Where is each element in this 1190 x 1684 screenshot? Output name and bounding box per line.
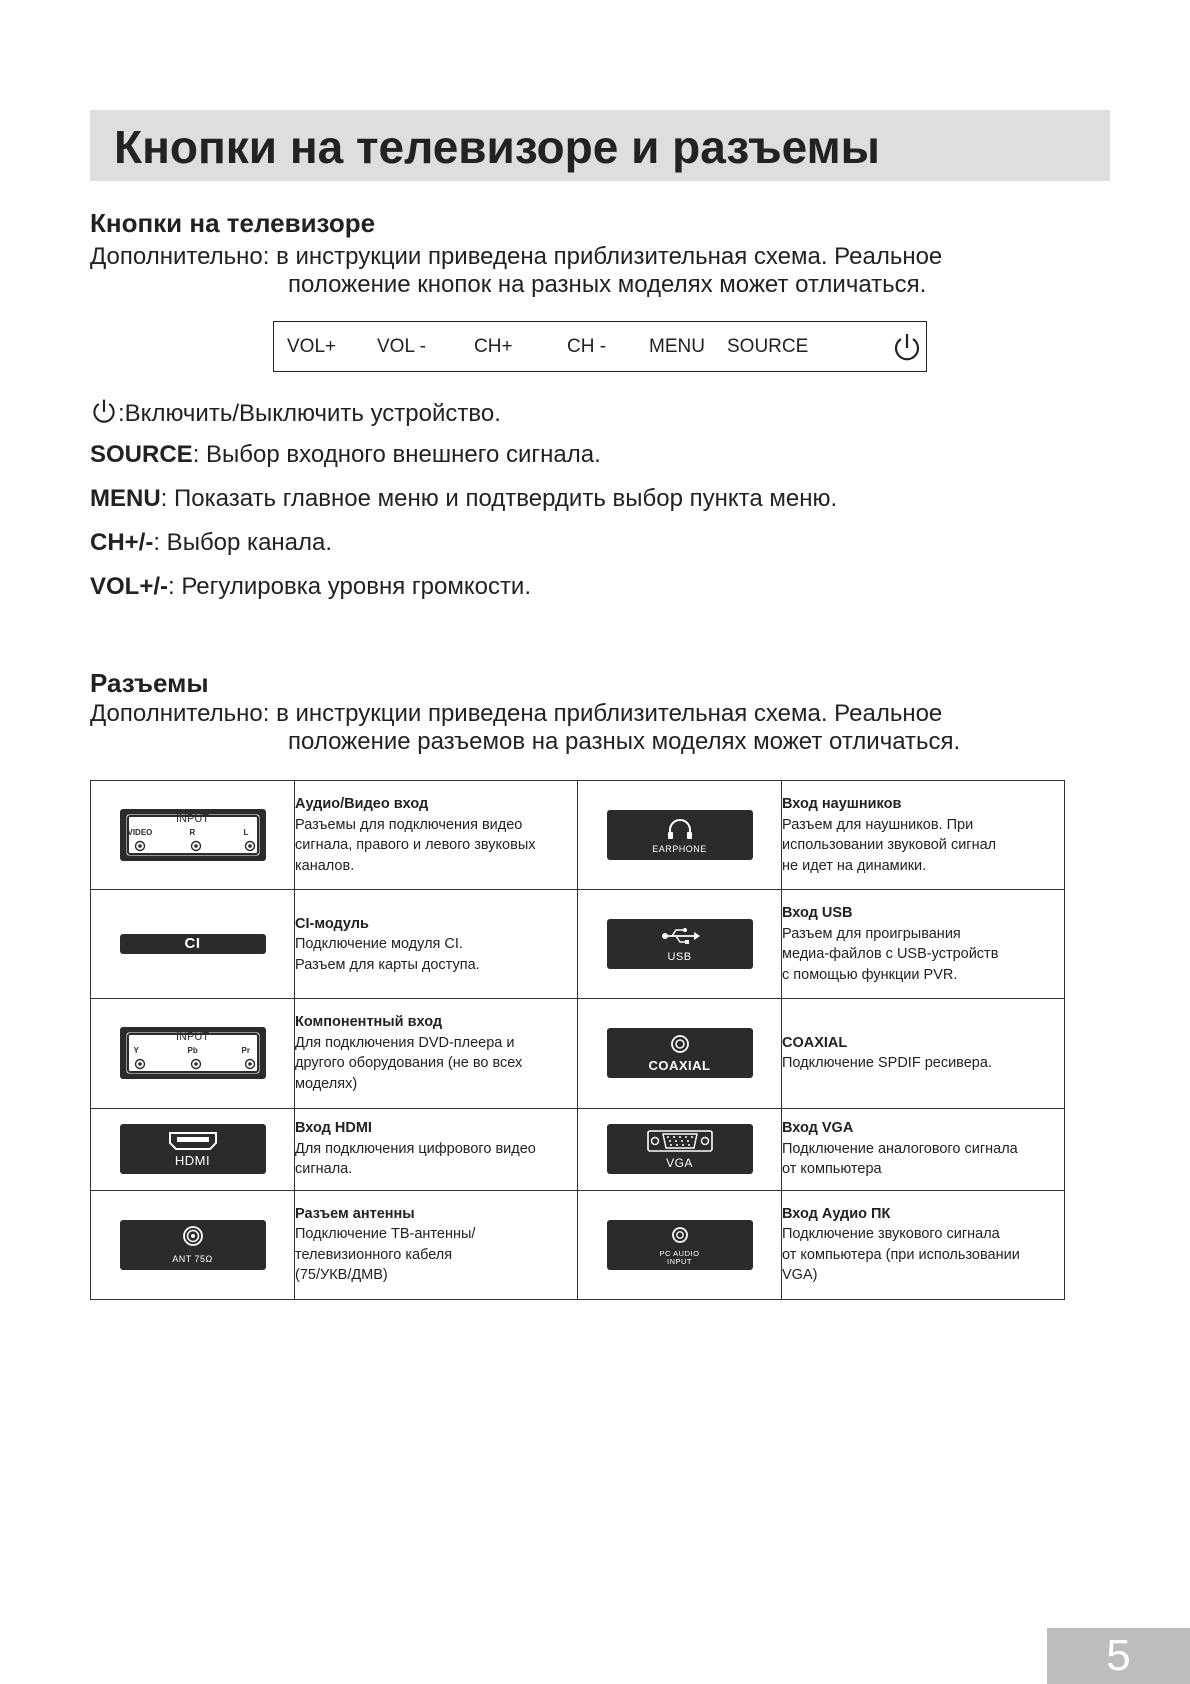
connector-title: Аудио/Видео вход	[295, 796, 429, 813]
connector-title: Вход USB	[782, 905, 853, 922]
jack-label-video: VIDEO	[127, 828, 153, 838]
connector-title: Вход VGA	[782, 1120, 854, 1137]
ci-label: CI	[184, 935, 201, 953]
connector-title: Разъем антенны	[295, 1205, 415, 1222]
panel-label-ch-minus: CH -	[567, 336, 607, 357]
connector-body: Для подключения цифрового видео сигнала.	[295, 1140, 536, 1178]
headphones-icon	[665, 817, 695, 841]
jack-label-l: L	[243, 828, 249, 838]
av-input-plate	[120, 809, 266, 861]
pc-audio-plate	[607, 1220, 753, 1270]
buttons-heading: Кнопки на телевизоре	[90, 208, 376, 238]
coaxial-label: COAXIAL	[648, 1058, 711, 1074]
connector-body: Подключение звукового сигнала от компьютера (при использовании VGA)	[782, 1226, 1020, 1284]
hdmi-label: HDMI	[174, 1153, 211, 1169]
table-row	[91, 1108, 1065, 1190]
connector-text-cell	[295, 781, 578, 890]
connector-body: Для подключения DVD-плеера и другого оборудования (не во всех моделях)	[295, 1034, 523, 1092]
pc-audio-jack-icon	[671, 1226, 689, 1244]
tv-button-panel	[273, 321, 927, 372]
jack-label-pb: Pb	[187, 1046, 198, 1056]
table-row	[91, 999, 1065, 1108]
connector-title: Вход HDMI	[295, 1120, 372, 1137]
connector-image-cell	[91, 1190, 295, 1299]
connectors-note	[90, 700, 1110, 756]
component-plate-title: INPUT	[176, 1031, 209, 1044]
connector-image-cell	[578, 890, 782, 999]
coaxial-jack-icon	[670, 1034, 690, 1054]
jack-label-r: R	[189, 828, 196, 838]
page-number: 5	[1047, 1628, 1190, 1684]
earphone-plate	[607, 810, 753, 860]
antenna-plate	[120, 1220, 266, 1270]
connector-text-cell	[782, 1108, 1065, 1190]
hdmi-port-icon	[168, 1131, 218, 1151]
vga-port-icon	[647, 1129, 713, 1153]
connectors-note-line2: положение разъемов на разных моделях может отличаться.	[288, 728, 961, 755]
av-plate-title: INPUT	[176, 813, 209, 826]
table-row	[91, 890, 1065, 999]
pc-audio-label: PC AUDIO INPUT	[659, 1248, 700, 1266]
connector-body: Подключение аналогового сигнала от компьютера	[782, 1140, 1018, 1178]
connector-text-cell	[295, 999, 578, 1108]
hdmi-plate	[120, 1124, 266, 1174]
connector-text-cell	[295, 1108, 578, 1190]
connector-text-cell	[295, 890, 578, 999]
earphone-label: EARPHONE	[652, 844, 707, 855]
usb-plate	[607, 919, 753, 969]
desc-vol: VOL+/-: Регулировка уровня громкости.	[90, 573, 532, 600]
connector-text-cell	[782, 999, 1065, 1108]
panel-label-source: SOURCE	[727, 336, 809, 357]
power-icon	[891, 331, 923, 363]
connector-body: Разъемы для подключения видео сигнала, правого и левого звуковых каналов.	[295, 816, 536, 874]
jack-label-y: Y	[133, 1046, 139, 1056]
usb-icon	[660, 927, 700, 945]
panel-label-vol-minus: VOL -	[377, 336, 426, 357]
jack-label-pr: Pr	[241, 1046, 250, 1056]
panel-label-ch-plus: CH+	[474, 336, 513, 357]
power-icon	[90, 397, 118, 425]
connector-body: Подключение ТВ-антенны/ телевизионного кабеля (75/УКВ/ДМВ)	[295, 1226, 476, 1284]
buttons-note-line1: Дополнительно: в инструкции приведена приблизительная схема. Реальное	[90, 243, 943, 270]
usb-label: USB	[667, 951, 692, 964]
connector-body: Разъем для наушников. При использовании звуковой сигнал не идет на динамики.	[782, 816, 997, 874]
connector-title: Вход наушников	[782, 796, 902, 813]
table-row	[91, 781, 1065, 890]
connector-image-cell	[578, 1190, 782, 1299]
buttons-note	[90, 243, 1110, 299]
connector-image-cell	[578, 1108, 782, 1190]
vga-plate	[607, 1124, 753, 1174]
desc-source: SOURCE: Выбор входного внешнего сигнала.	[90, 441, 601, 468]
connector-body: Подключение SPDIF ресивера.	[782, 1055, 992, 1072]
title-band	[90, 110, 1110, 181]
connector-image-cell	[578, 999, 782, 1108]
connector-image-cell	[578, 781, 782, 890]
component-input-plate	[120, 1027, 266, 1079]
antenna-jack-icon	[182, 1225, 204, 1247]
connectors-note-line1: Дополнительно: в инструкции приведена приблизительная схема. Реальное	[90, 700, 943, 727]
ci-plate	[120, 934, 266, 954]
connectors-table	[90, 780, 1065, 1300]
connector-title: COAXIAL	[782, 1034, 848, 1051]
coaxial-plate	[607, 1028, 753, 1078]
panel-label-menu: MENU	[649, 336, 705, 357]
antenna-label: ANT 75Ω	[172, 1253, 213, 1264]
connector-text-cell	[295, 1190, 578, 1299]
connector-title: Компонентный вход	[295, 1014, 443, 1031]
connector-title: Вход Аудио ПК	[782, 1205, 891, 1222]
connector-body: Подключение модуля CI. Разъем для карты доступа.	[295, 936, 480, 973]
panel-label-vol-plus: VOL+	[287, 336, 337, 357]
connector-image-cell	[91, 999, 295, 1108]
connector-image-cell	[91, 1108, 295, 1190]
desc-power: :Включить/Выключить устройство.	[90, 397, 501, 428]
page-title: Кнопки на телевизоре и разъемы	[114, 121, 880, 173]
connector-text-cell	[782, 1190, 1065, 1299]
desc-menu: MENU: Показать главное меню и подтвердить выбор пункта меню.	[90, 485, 838, 512]
connector-text-cell	[782, 781, 1065, 890]
table-row	[91, 1190, 1065, 1299]
desc-ch: CH+/-: Выбор канала.	[90, 529, 333, 556]
connectors-heading: Разъемы	[90, 668, 209, 698]
connector-image-cell	[91, 781, 295, 890]
connector-title: CI-модуль	[295, 915, 369, 932]
connector-text-cell	[782, 890, 1065, 999]
buttons-note-line2: положение кнопок на разных моделях может отличаться.	[288, 271, 927, 298]
vga-label: VGA	[666, 1156, 693, 1171]
connector-image-cell	[91, 890, 295, 999]
connector-body: Разъем для проигрывания медиа-файлов с USB-устройств с помощью функции PVR.	[782, 925, 999, 983]
